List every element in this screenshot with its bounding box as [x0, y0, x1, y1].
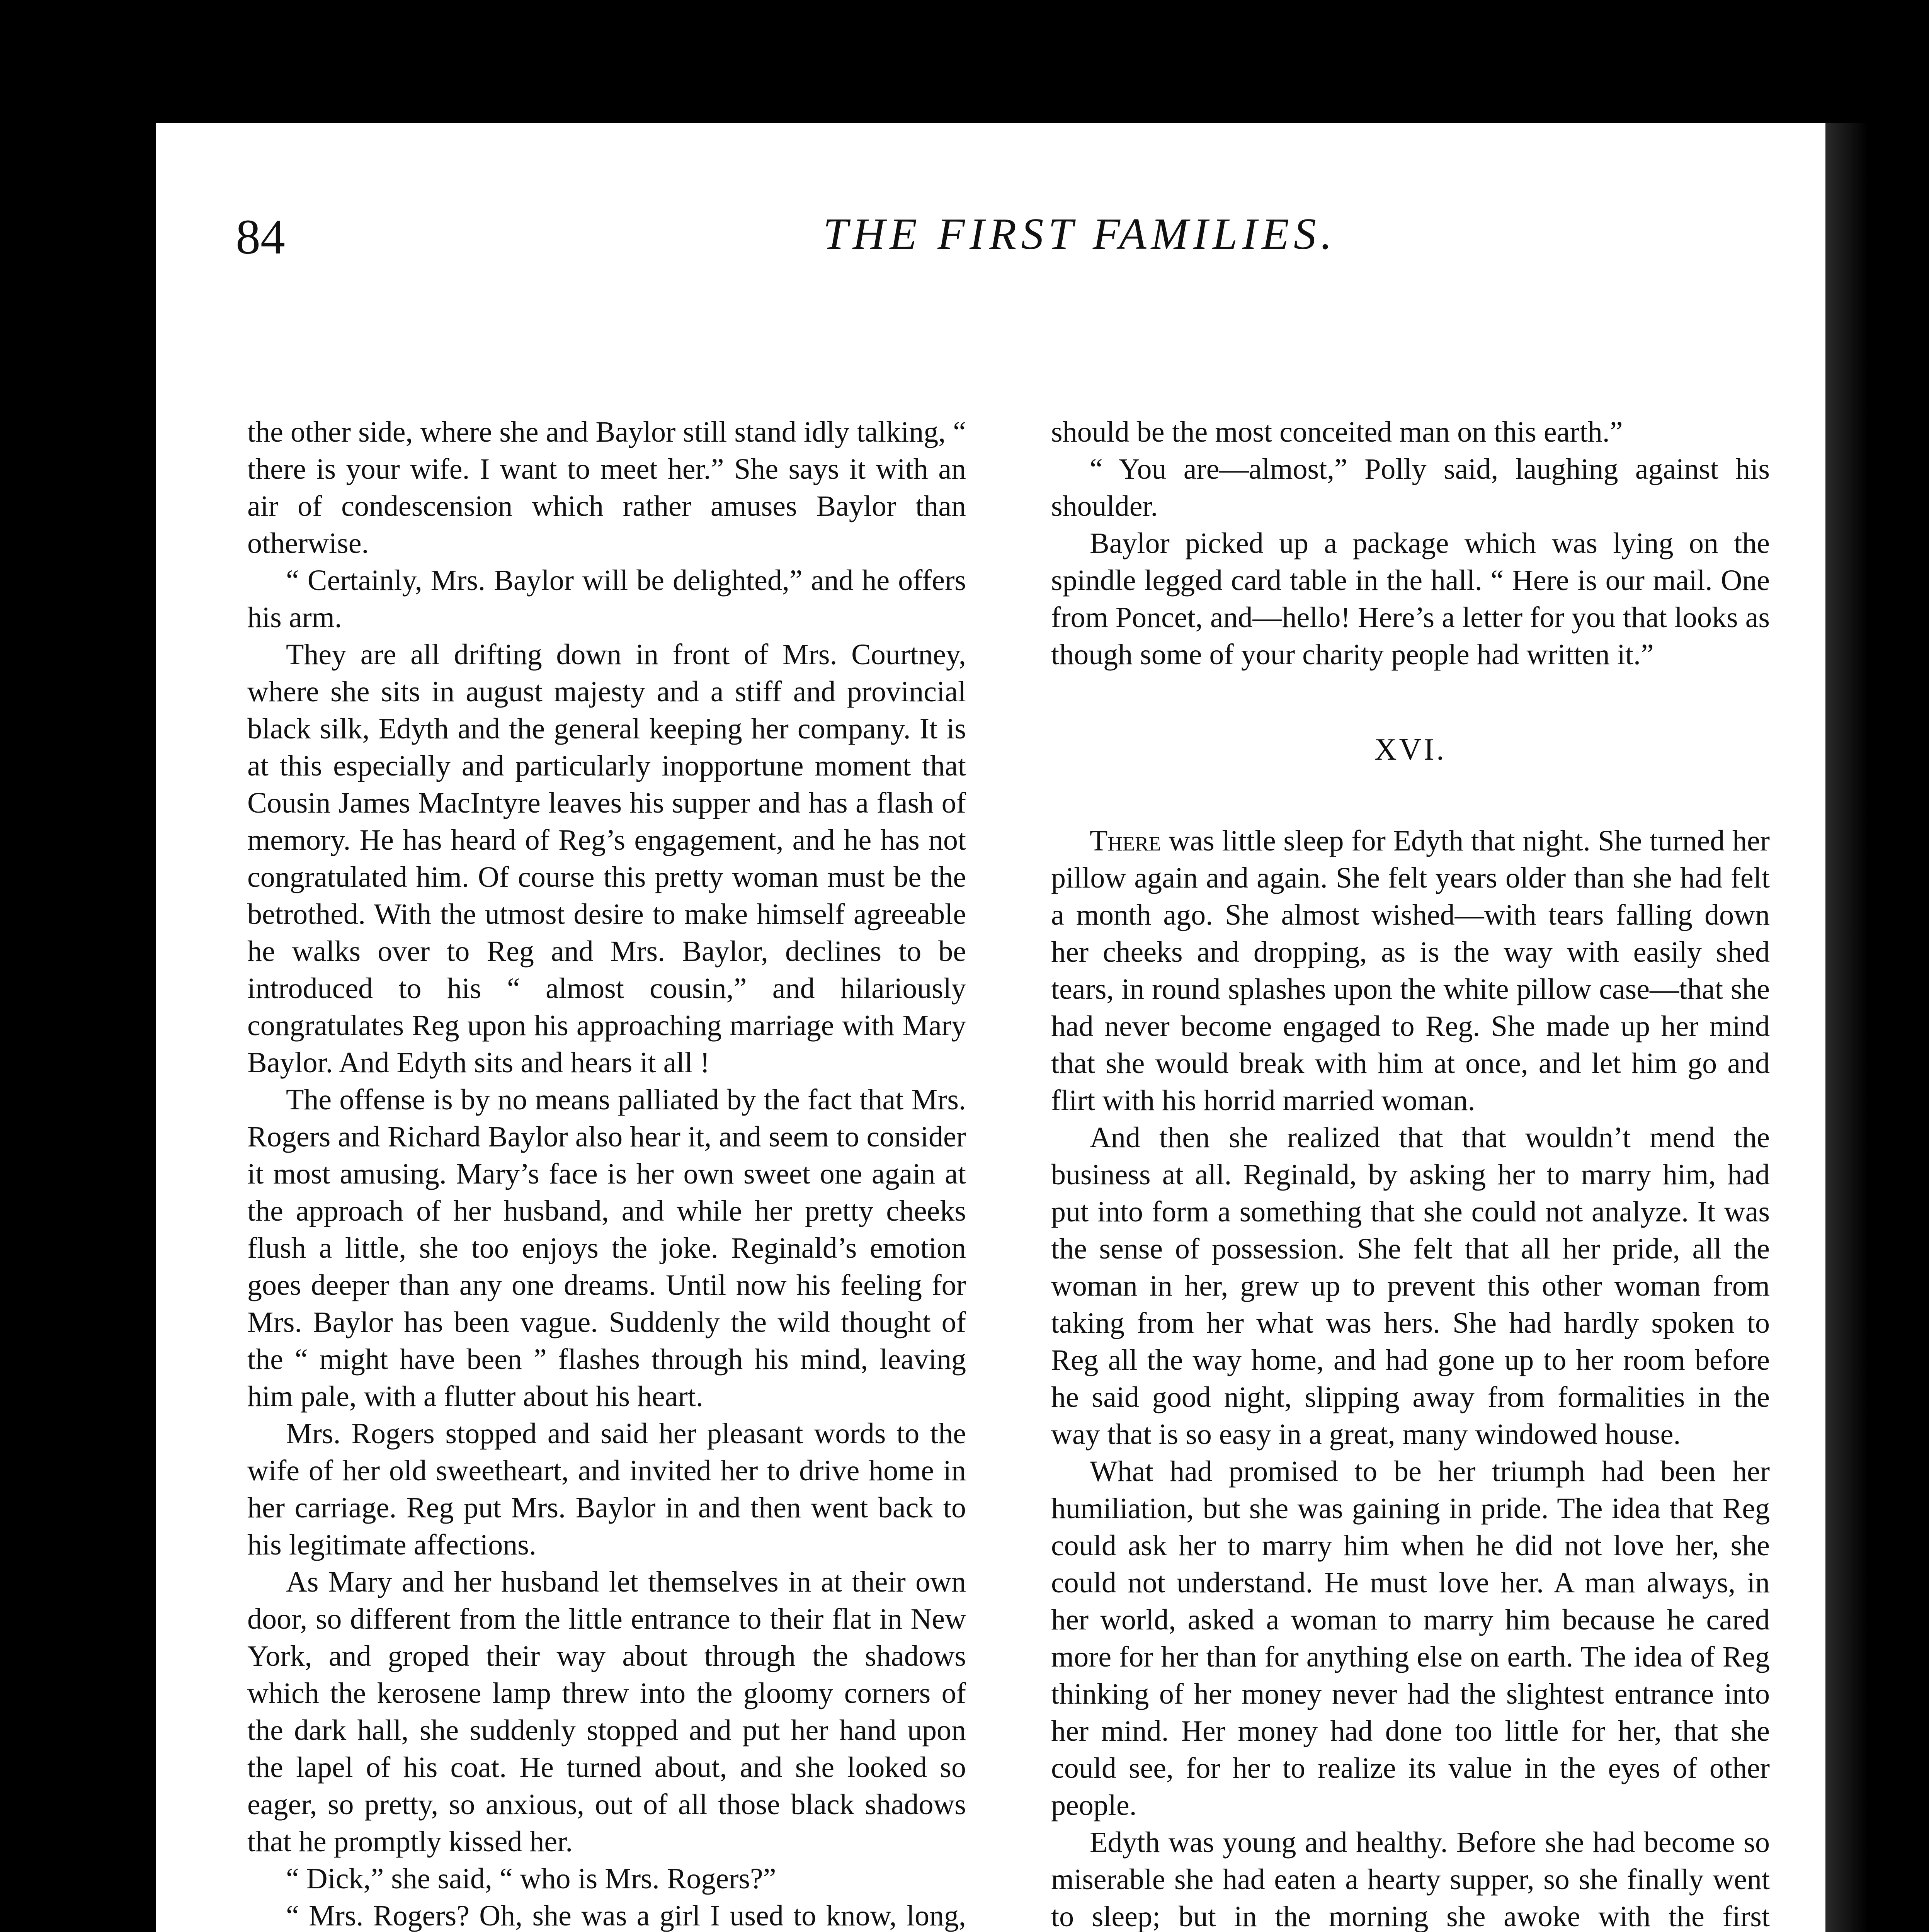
right-column: [1051, 413, 1770, 1932]
paragraph: “ Certainly, Mrs. Baylor will be delighted,” and he offers his arm.: [247, 564, 966, 634]
paragraph: Edyth was young and healthy. Before she had become so miserable she had eaten a hearty supper, so she finally went to sleep; but in the morning she awoke with the first: [1051, 1826, 1770, 1932]
paragraph: the other side, where she and Baylor still stand idly talking, “ there is your wife. I want to meet her.” She says it with an air of condescension which rather amuses Baylor than otherwise.: [247, 416, 966, 560]
chapter-opening-paragraph: [1051, 822, 1770, 1119]
paragraph: should be the most conceited man on this earth.”: [1051, 416, 1623, 448]
paragraph: And then she realized that that wouldn’t mend the business at all. Reginald, by asking her to marry him, had put into form a something that she could not analyze. It was the sense of possession. She felt that all her pride, all the woman in her, grew up to prevent this other woman from taking from her what was hers. She had hardly spoken to Reg all the way home, and had gone up to her room before he said good night, slipping away from formalities in the way that is so easy in a great, many windowed house.: [1051, 1121, 1770, 1451]
chapter-opening-text: was little sleep for Edyth that night. She turned her pillow again and again. She felt years older than she had felt a month ago. She almost wished—with tears falling down her cheeks and dropping, as is the way with easily shed tears, in round splashes upon the white pillow case—that she had never become engaged to Reg. She made up her mind that she would break with him at once, and let him go and flirt with his horrid married woman.: [1051, 825, 1770, 1117]
chapter-heading: XVI.: [1374, 733, 1447, 767]
left-column: [247, 413, 966, 1932]
paragraph: “ Mrs. Rogers? Oh, she was a girl I used to know, long,: [286, 1900, 966, 1932]
paragraph: What had promised to be her triumph had been her humiliation, but she was gaining in pride. The idea that Reg could ask her to marry him when he did not love her, she could not understand. He must love her. A man always, in her world, asked a woman to marry him because he cared more for her than for anything else on earth. The idea of Reg thinking of her money never had the slightest entrance into her mind. Her money had done too little for her, that she could see, for her to realize its value in the eyes of other people.: [1051, 1455, 1770, 1821]
running-head: [236, 209, 1539, 263]
chapter-opening-word: There: [1090, 825, 1161, 857]
paragraph: Baylor picked up a package which was lying on the spindle legged card table in the hall. “ Here is our mail. One from Poncet, and—hello! Here’s a letter for you that looks as though some of your charity people had written it.”: [1051, 527, 1770, 671]
paragraph: Mrs. Rogers stopped and said her pleasant words to the wife of her old sweetheart, and invited her to drive home in her carriage. Reg put Mrs. Baylor in and then went back to his legitimate affections.: [247, 1417, 966, 1561]
text-columns: [247, 413, 1770, 1932]
page-number: 84: [236, 209, 285, 264]
running-title: THE FIRST FAMILIES.: [823, 209, 1337, 259]
paragraph: The offense is by no means palliated by the fact that Mrs. Rogers and Richard Baylor also hear it, and seem to consider it most amusing. Mary’s face is her own sweet one again at the approach of her husband, and while her pretty cheeks flush a little, she too enjoys the joke. Reginald’s emotion goes deeper than any one dreams. Until now his feeling for Mrs. Baylor has been vague. Suddenly the wild thought of the “ might have been ” flashes through his mind, leaving him pale, with a flutter about his heart.: [247, 1083, 966, 1413]
paragraph: “ You are—almost,” Polly said, laughing against his shoulder.: [1051, 453, 1770, 522]
paragraph: As Mary and her husband let themselves in at their own door, so different from the little entrance to their flat in New York, and groped their way about through the shadows which the kerosene lamp threw into the gloomy corners of the dark hall, she suddenly stopped and put her hand upon the lapel of his coat. He turned about, and she looked so eager, so pretty, so anxious, out of all those black shadows that he promptly kissed her.: [247, 1566, 966, 1858]
page-edge-shadow: [1825, 123, 1868, 1932]
paragraph: They are all drifting down in front of Mrs. Courtney, where she sits in august majesty and a stiff and provincial black silk, Edyth and the general keeping her company. It is at this especially and particularly inopportune moment that Cousin James MacIntyre leaves his supper and has a flash of memory. He has heard of Reg’s engagement, and he has not congratulated him. Of course this pretty woman must be the betrothed. With the utmost desire to make himself agreeable he walks over to Reg and Mrs. Baylor, declines to be introduced to his “ almost cousin,” and hilariously congratulates Reg upon his approaching marriage with Mary Baylor. And Edyth sits and hears it all !: [247, 638, 966, 1079]
paragraph: “ Dick,” she said, “ who is Mrs. Rogers?”: [286, 1862, 776, 1895]
